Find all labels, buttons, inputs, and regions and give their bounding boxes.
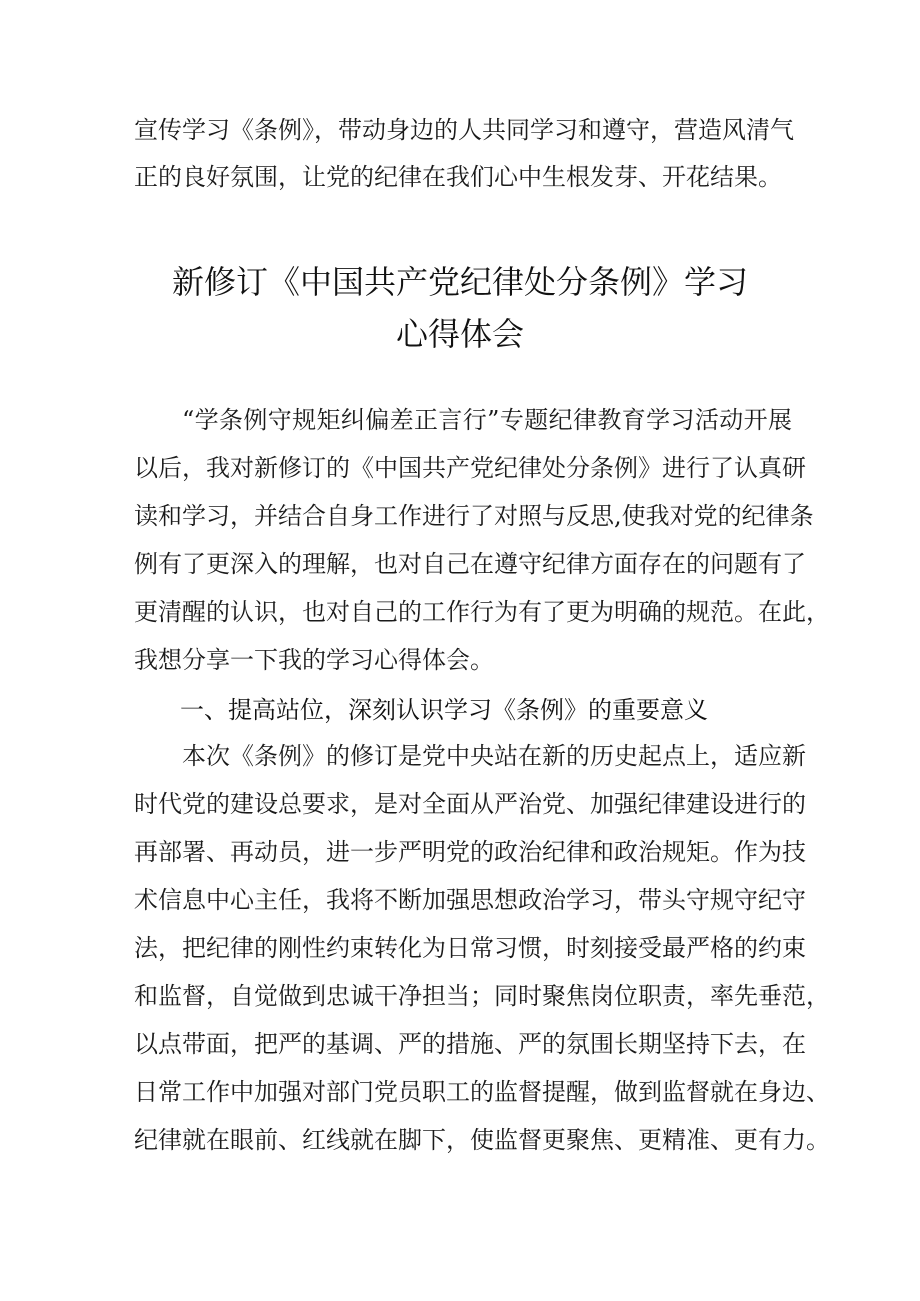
paragraph-2-line-5: 法，把纪律的刚性约束转化为日常习惯，时刻接受最严格的约束 [134, 934, 806, 962]
paragraph-1-line-6: 我想分享一下我的学习心得体会。 [134, 646, 494, 674]
paragraph-2-line-9: 纪律就在眼前、红线就在脚下，使监督更聚焦、更精准、更有力。 [134, 1126, 830, 1154]
document-title-line-1: 新修订《中国共产党纪律处分条例》学习 [171, 263, 748, 301]
paragraph-2-line-8: 日常工作中加强对部门党员职工的监督提醒，做到监督就在身边、 [134, 1078, 830, 1106]
paragraph-1-line-1: “学条例守规矩纠偏差正言行”专题纪律教育学习活动开展 [182, 406, 792, 434]
section-1-heading: 一、提高站位，深刻认识学习《条例》的重要意义 [180, 696, 708, 724]
paragraph-2-line-1: 本次《条例》的修订是党中央站在新的历史起点上，适应新 [182, 742, 806, 770]
paragraph-2-line-4: 术信息中心主任，我将不断加强思想政治学习，带头守规守纪守 [134, 886, 806, 914]
paragraph-1-line-3: 读和学习，并结合自身工作进行了对照与反思,使我对党的纪律条 [134, 502, 814, 530]
intro-line-2: 正的良好氛围，让党的纪律在我们心中生根发芽、开花结果。 [134, 163, 782, 191]
paragraph-2-line-6: 和监督，自觉做到忠诚干净担当；同时聚焦岗位职责，率先垂范， [134, 982, 830, 1010]
paragraph-1-line-4: 例有了更深入的理解，也对自己在遵守纪律方面存在的问题有了 [134, 550, 806, 578]
paragraph-1-line-2: 以后，我对新修订的《中国共产党纪律处分条例》进行了认真研 [134, 454, 806, 482]
paragraph-2-line-7: 以点带面，把严的基调、严的措施、严的氛围长期坚持下去，在 [134, 1030, 806, 1058]
intro-line-1: 宣传学习《条例》，带动身边的人共同学习和遵守，营造风清气 [134, 116, 794, 144]
paragraph-1-line-5: 更清醒的认识，也对自己的工作行为有了更为明确的规范。在此， [134, 598, 830, 626]
paragraph-2-line-3: 再部署、再动员，进一步严明党的政治纪律和政治规矩。作为技 [134, 838, 806, 866]
paragraph-2-line-2: 时代党的建设总要求，是对全面从严治党、加强纪律建设进行的 [134, 790, 806, 818]
document-title-line-2: 心得体会 [395, 315, 524, 353]
